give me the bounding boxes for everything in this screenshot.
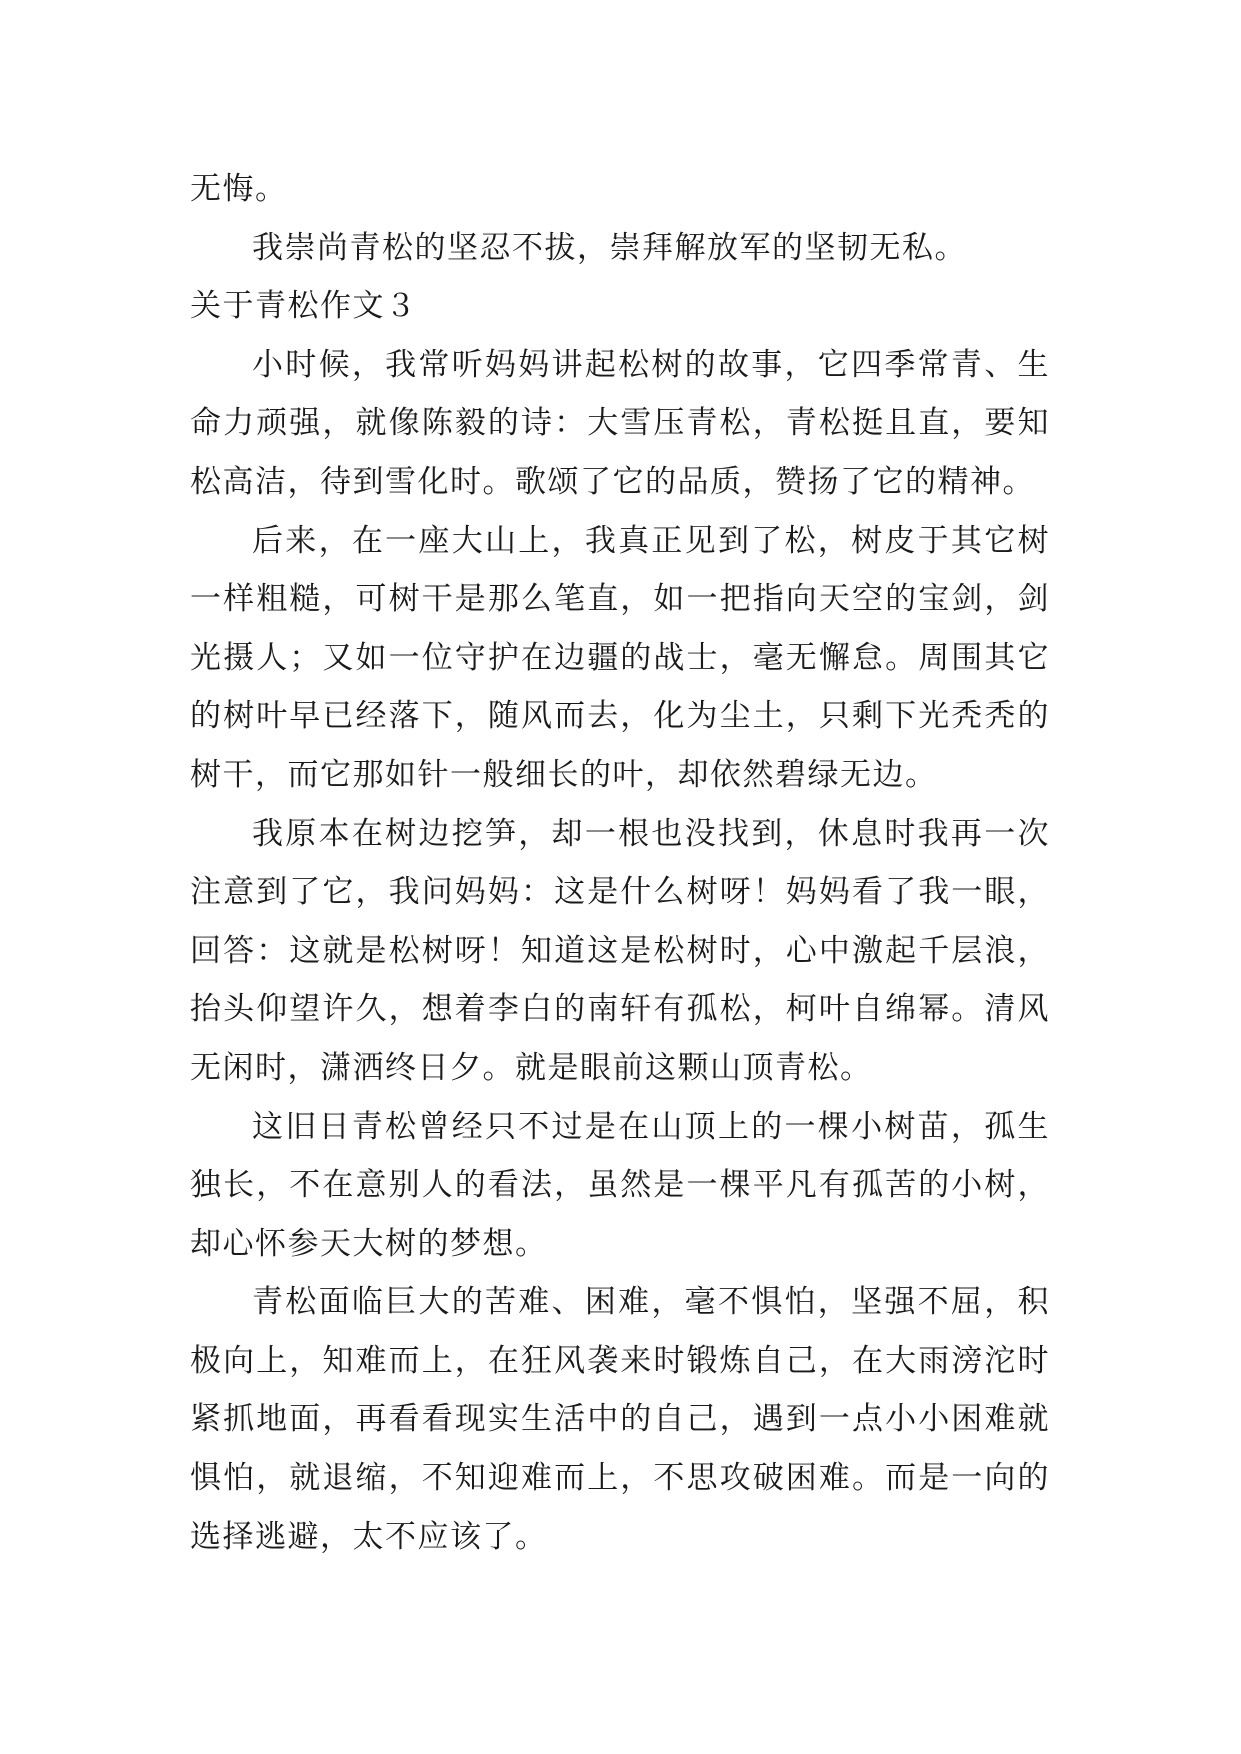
paragraph: 我原本在树边挖笋，却一根也没找到，休息时我再一次注意到了它，我问妈妈：这是什么树呀！妈妈看了我一眼，回答：这就是松树呀！知道这是松树时，心中激起千层浪，抬头仰望许久，想着李白的南轩有孤松，柯叶自绵幂。清风无闲时，潇洒终日夕。就是眼前这颗山顶青松。 — [190, 815, 1050, 1086]
paragraph: 小时候，我常听妈妈讲起松树的故事，它四季常青、生命力顽强，就像陈毅的诗：大雪压青松，青松挺且直，要知松高洁，待到雪化时。歌颂了它的品质，赞扬了它的精神。 — [190, 346, 1050, 500]
document-body — [190, 160, 1050, 1566]
paragraph: 青松面临巨大的苦难、困难，毫不惧怕，坚强不屈，积极向上，知难而上，在狂风袭来时锻炼自己，在大雨滂沱时紧抓地面，再看看现实生活中的自己，遇到一点小小困难就惧怕，就退缩，不知迎难而上，不思攻破困难。而是一向的选择逃避，太不应该了。 — [190, 1284, 1050, 1555]
section-heading: 关于青松作文３ — [190, 288, 418, 325]
paragraph: 这旧日青松曾经只不过是在山顶上的一棵小树苗，孤生独长，不在意别人的看法，虽然是一棵平凡有孤苦的小树，却心怀参天大树的梦想。 — [190, 1108, 1050, 1262]
paragraph: 后来，在一座大山上，我真正见到了松，树皮于其它树一样粗糙，可树干是那么笔直，如一把指向天空的宝剑，剑光摄人；又如一位守护在边疆的战士，毫无懈怠。周围其它的树叶早已经落下，随风而去，化为尘土，只剩下光秃秃的树干，而它那如针一般细长的叶，却依然碧绿无边。 — [190, 522, 1050, 793]
paragraph-continuation: 无悔。 — [190, 171, 288, 207]
paragraph: 我崇尚青松的坚忍不拔，崇拜解放军的坚韧无私。 — [252, 229, 967, 266]
